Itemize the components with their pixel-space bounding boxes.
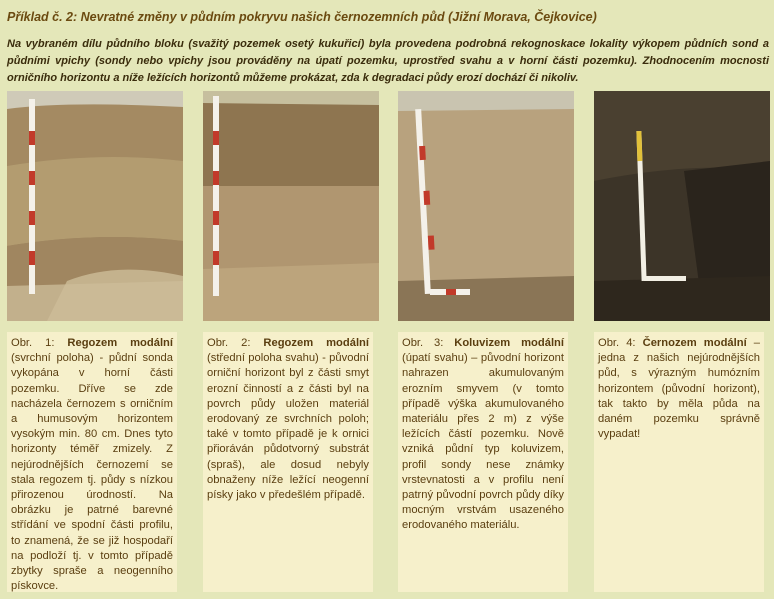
caption-3 bbox=[398, 332, 568, 592]
caption-3-soil-name: Koluvizem modální bbox=[454, 337, 564, 349]
page-title: Příklad č. 2: Nevratné změny v půdním pokryvu našich černozemních půd (Jižní Morava, Čejkovice) bbox=[7, 10, 597, 24]
caption-2 bbox=[203, 332, 373, 592]
caption-2-label: Obr. 2: bbox=[207, 337, 251, 349]
caption-4-label: Obr. 4: bbox=[598, 337, 636, 349]
soil-profile-photo-3 bbox=[398, 91, 574, 321]
intro-paragraph: Na vybraném dílu půdního bloku (svažitý pozemek osetý kukuřicí) byla provedena podrobná rekognoskace lokality výkopem půdních sond a půdními vpichy (sondy nebo vpichy jsou prováděny na úpatí pozemku, uprostřed svahu a v horní části pozemku). Zhodnocením mocnosti orničního horizontu a níže ležících horizontů můžeme prokázat, zda k degradaci půdy erozí dochází či nikoliv. bbox=[7, 38, 769, 84]
caption-1 bbox=[7, 332, 177, 592]
soil-profile-photo-4 bbox=[594, 91, 770, 321]
soil-profile-photo-1 bbox=[7, 91, 183, 321]
caption-4-text: – jedna z našich nejúrodnějších půd, s výrazným humózním horizontem (původní horizont), tak takto by měla půda na daném pozemku správně vypadat! bbox=[598, 337, 760, 441]
caption-2-text: (střední poloha svahu) - původní orniční horizont byl z části smyt erozní činností a z části byl na povrch půdy uložen materiál erodovaný ze svrchních poloh; také v tomto případě je k ornici přioráván půdotvorný substrát (spraš), ale dosud nebyly obnaženy níže ležící neogenní písky jako v předešlém případě. bbox=[207, 352, 369, 502]
caption-4 bbox=[594, 332, 764, 592]
caption-4-soil-name: Černozem modální bbox=[642, 337, 747, 349]
caption-3-text: (úpatí svahu) – původní horizont nahrazen akumulovaným erozním smyvem (v tomto případě výška akumulovaného materiálu přes 2 m) z výše ležících částí pozemku. Nově vzniká půdní typ koluvizem, profil sondy nese známky vrstevnatosti a v profilu není patrný původní povrch půdy díky mocným vrstvám usazeného erodovaného materiálu. bbox=[402, 352, 564, 532]
soil-profile-photo-2 bbox=[203, 91, 379, 321]
caption-1-label: Obr. 1: bbox=[11, 337, 55, 349]
caption-2-soil-name: Regozem modální bbox=[263, 337, 369, 349]
caption-1-soil-name: Regozem modální bbox=[67, 337, 173, 349]
caption-3-label: Obr. 3: bbox=[402, 337, 444, 349]
caption-1-text: (svrchní poloha) - půdní sonda vykopána v horní části pozemku. Dříve se zde nacházela černozem s orničním a humusovým horizontem vysokým min. 80 cm. Dnes tyto horizonty téměř zmizely. Z nejúrodnějších černozemí se stala regozem tj. půdy s nízkou přirozenou úrodností. Na obrázku je patrné barevné střídání ve spodní části profilu, to znamená, že se již hospodaří na podloží tj. v tomto případě zbytky spraše a neogenního pískovce. bbox=[11, 352, 173, 593]
